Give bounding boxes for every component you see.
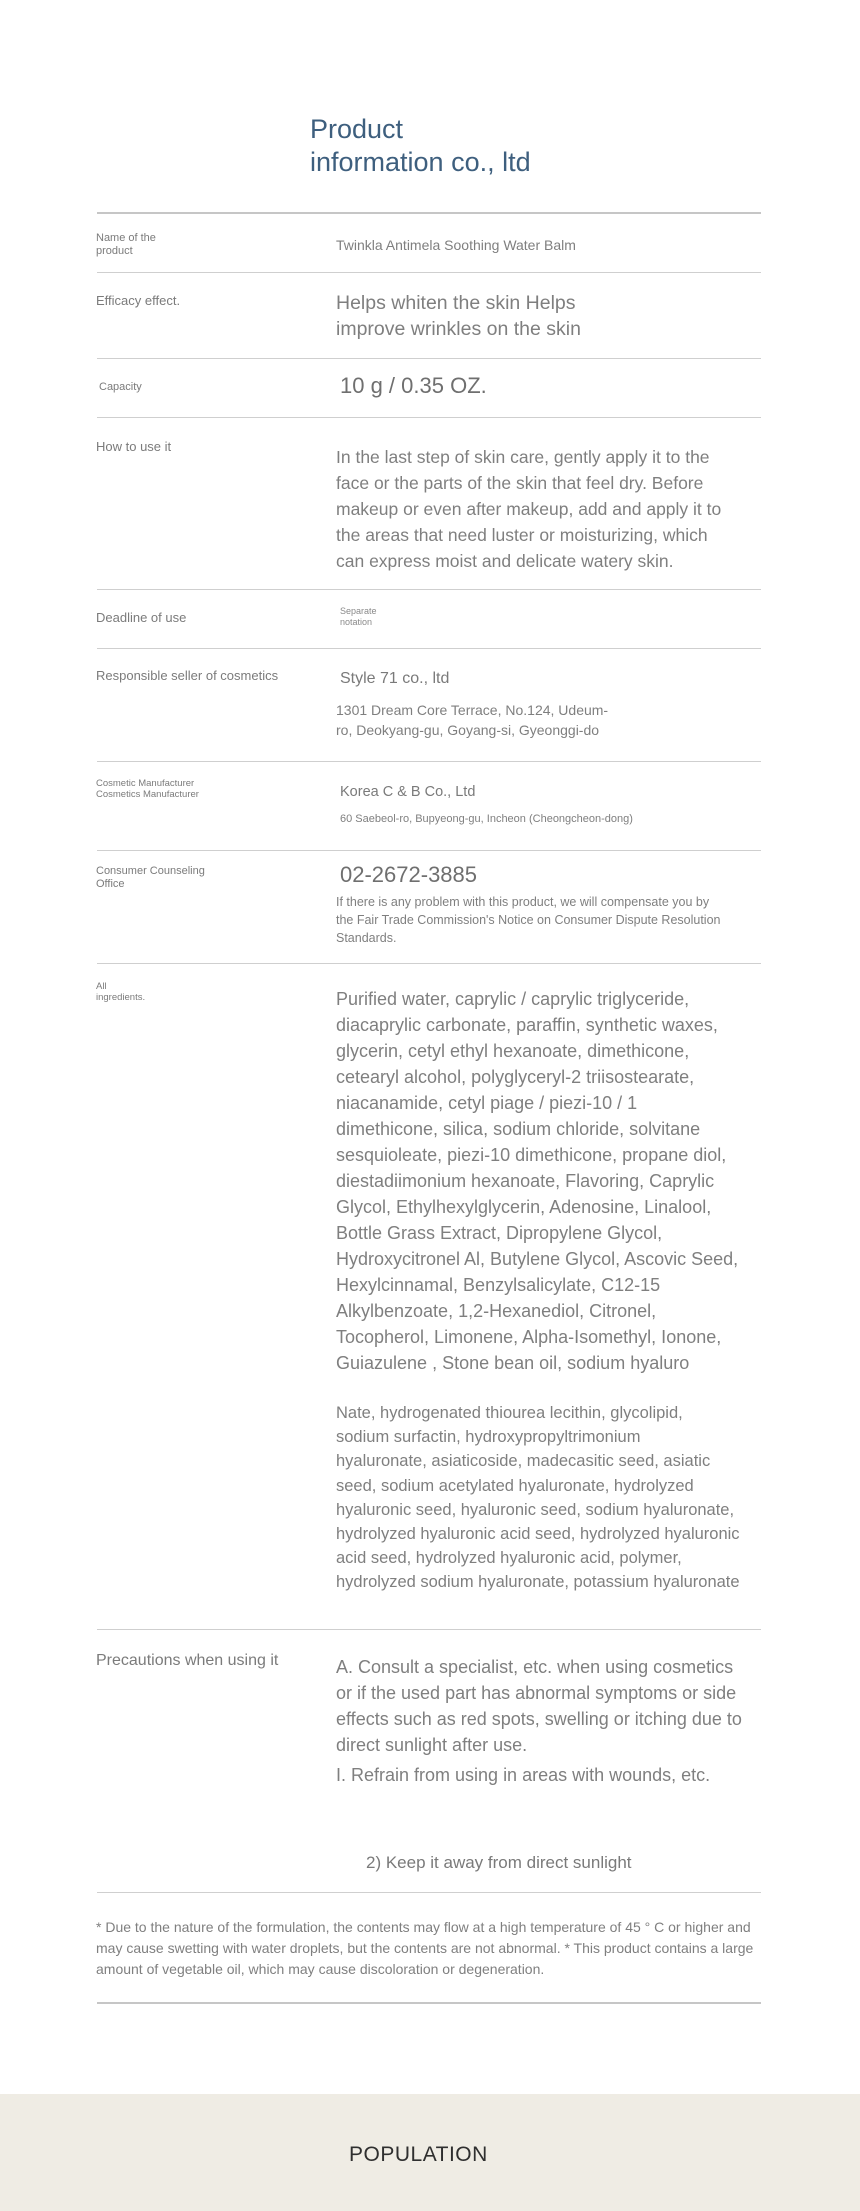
counseling-label: Consumer Counseling Office <box>96 865 205 890</box>
precaution-item-i: I. Refrain from using in areas with wounds, etc. <box>336 1765 711 1785</box>
ingredients-label: All ingredients. <box>96 981 146 1003</box>
divider <box>97 761 761 762</box>
ingredients-block-2: Nate, hydrogenated thiourea lecithin, glycolipid, sodium surfactin, hydroxypropyltrimonium hyaluronate, asiaticoside, madecasitic seed, asiatic seed, sodium acetylated hyaluronate, hydrolyzed hyaluronic seed, hyaluronic seed, sodium hyaluronate, hydrolyzed hyaluronic acid seed, hydrolyzed hyaluronic acid seed, hydrolyzed hyaluronic acid, polymer, hydrolyzed sodium hyaluronate, potassium hyaluronate <box>336 1404 740 1592</box>
formulation-note: * Due to the nature of the formulation, the contents may flow at a high temperature of 45 ° C or higher and may cause swetting with water droplets, but the contents are not abnormal. * This product contains a large amount of vegetable oil, which may cause discoloration or degeneration. <box>96 1919 754 1977</box>
precaution-item-2: 2) Keep it away from direct sunlight <box>366 1853 632 1872</box>
product-name: Twinkla Antimela Soothing Water Balm <box>336 237 576 253</box>
manufacturer-address: 60 Saebeol-ro, Bupyeong-gu, Incheon (Cheongcheon-dong) <box>340 813 633 825</box>
name-label: Name of the product <box>96 232 156 257</box>
efficacy-value: Helps whiten the skin Helps improve wrinkles on the skin <box>336 292 581 340</box>
title-line-2: information co., ltd <box>310 147 531 177</box>
divider <box>97 1629 761 1630</box>
precautions-label: Precautions when using it <box>96 1652 279 1669</box>
deadline-label: Deadline of use <box>96 610 187 625</box>
seller-label: Responsible seller of cosmetics <box>96 668 279 683</box>
counseling-text: If there is any problem with this product, we will compensate you by the Fair Trade Commission's Notice on Consumer Dispute Resolution Standards. <box>336 895 721 945</box>
divider <box>97 358 761 359</box>
capacity-value: 10 g / 0.35 OZ. <box>340 373 487 398</box>
title-line-1: Product <box>310 114 404 144</box>
page-title <box>310 113 531 179</box>
divider <box>97 212 761 214</box>
divider <box>97 589 761 590</box>
seller-name: Style 71 co., ltd <box>340 670 450 687</box>
footer-band <box>0 2094 860 2211</box>
divider <box>97 648 761 649</box>
divider <box>97 2002 761 2004</box>
seller-address: 1301 Dream Core Terrace, No.124, Udeum- ro, Deokyang-gu, Goyang-si, Gyeonggi-do <box>336 702 609 738</box>
divider <box>97 963 761 964</box>
counseling-phone: 02-2672-3885 <box>340 862 478 887</box>
efficacy-label: Efficacy effect. <box>96 293 181 308</box>
deadline-value: Separate notation <box>340 606 377 627</box>
divider <box>97 850 761 851</box>
manufacturer-name: Korea C & B Co., Ltd <box>340 784 476 800</box>
how-to-use-text: In the last step of skin care, gently apply it to the face or the parts of the skin that feel dry. Before makeup or even after makeup, add and apply it to the areas that need luster or moisturizing, which can express moist and delicate watery skin. <box>336 447 722 571</box>
divider <box>97 272 761 273</box>
brand-name: POPULATION <box>349 2143 488 2166</box>
divider <box>97 1892 761 1893</box>
precautions-text: A. Consult a specialist, etc. when using cosmetics or if the used part has abnormal symptoms or side effects such as red spots, swelling or itching due to direct sunlight after use. <box>336 1657 742 1755</box>
capacity-label: Capacity <box>99 381 142 393</box>
ingredients-block-1: Purified water, caprylic / caprylic triglyceride, diacaprylic carbonate, paraffin, synthetic waxes, glycerin, cetyl ethyl hexanoate, dimethicone, cetearyl alcohol, polyglyceryl-2 triisostearate, niacanamide, cetyl piage / piezi-10 / 1 dimethicone, silica, sodium chloride, solvitane sesquioleate, piezi-10 dimethicone, propane diol, diestadiimonium hexanoate, Flavoring, Caprylic Glycol, Ethylhexylglycerin, Adenosine, Linalool, Bottle Grass Extract, Dipropylene Glycol, Hydroxycitronel Al, Butylene Glycol, Ascovic Seed, Hexylcinnamal, Benzylsalicylate, C12-15 Alkylbenzoate, 1,2-Hexanediol, Citronel, Tocopherol, Limonene, Alpha-Isomethyl, Ionone, Guiazulene , Stone bean oil, sodium hyaluro <box>336 989 739 1373</box>
how-to-use-label: How to use it <box>96 439 172 454</box>
manufacturer-label: Cosmetic Manufacturer Cosmetics Manufacturer <box>96 778 199 800</box>
divider <box>97 417 761 418</box>
